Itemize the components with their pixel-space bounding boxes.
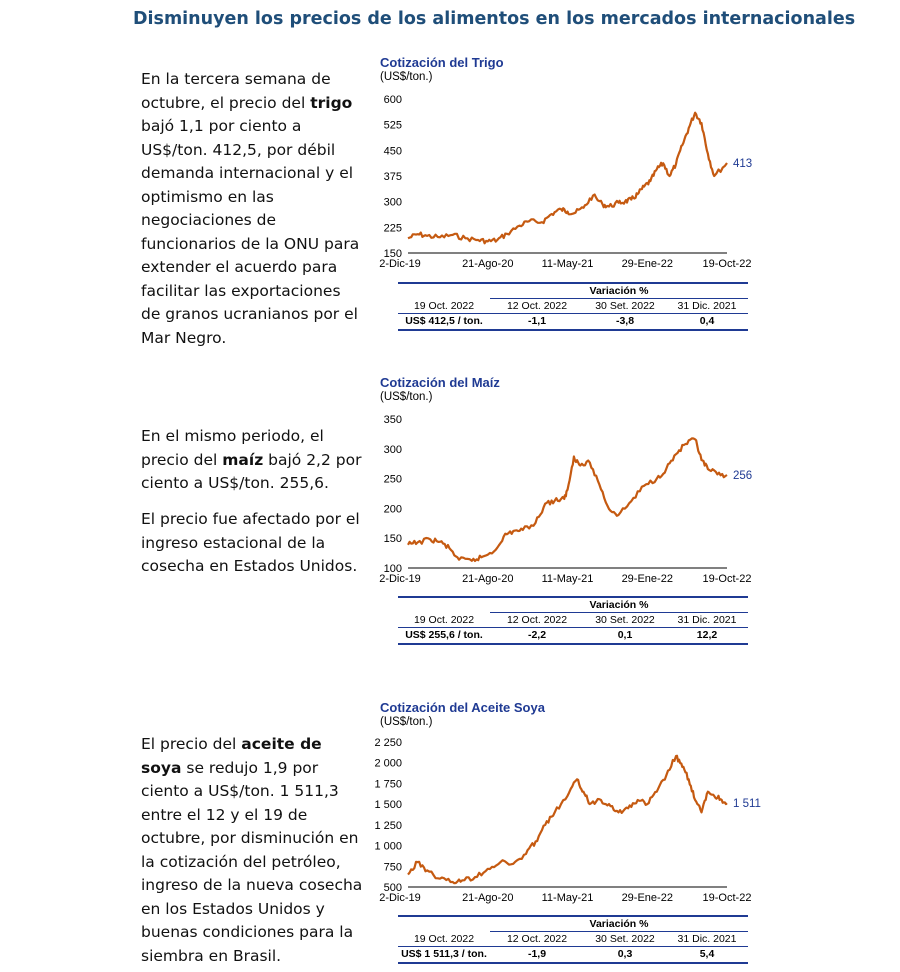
trigo-bold: trigo xyxy=(310,93,353,112)
y-tick-label: 200 xyxy=(383,503,402,516)
y-tick-label: 150 xyxy=(383,248,402,260)
maiz-text-2: bajó 2,2 por ciento a US$/ton. 255,6. xyxy=(141,450,362,492)
y-tick-label: 2 000 xyxy=(374,757,402,770)
variation-header: Variación % xyxy=(589,599,649,611)
value-cell: 12,2 xyxy=(696,629,718,641)
x-tick-label: 19-Oct-22 xyxy=(702,892,752,904)
variation-header: Variación % xyxy=(589,285,649,297)
variation-table xyxy=(398,915,748,964)
series-line xyxy=(408,438,727,561)
table-columns-row xyxy=(398,299,748,314)
last-value-label: 1 511 xyxy=(733,798,761,811)
chart-plot xyxy=(372,728,762,918)
series-line xyxy=(408,113,727,244)
table-values-row xyxy=(398,628,748,643)
y-tick-label: 300 xyxy=(383,443,402,456)
column-label: 31 Dic. 2021 xyxy=(677,614,737,626)
y-tick-label: 450 xyxy=(383,145,402,158)
table-header-row xyxy=(398,284,748,299)
y-tick-label: 350 xyxy=(383,414,402,426)
table-header-row xyxy=(398,598,748,613)
chart-unit: (US$/ton.) xyxy=(380,391,433,403)
y-tick-label: 225 xyxy=(383,222,402,235)
value-cell: 0,3 xyxy=(617,948,633,960)
column-label: 12 Oct. 2022 xyxy=(506,300,568,312)
chart-title: Cotización del Aceite Soya xyxy=(380,700,545,715)
x-tick-label: 21-Ago-20 xyxy=(462,892,514,904)
chart-trigo xyxy=(372,55,762,345)
y-tick-label: 525 xyxy=(383,119,402,132)
table-columns-row xyxy=(398,613,748,628)
soya-paragraph xyxy=(141,733,363,968)
x-tick-label: 2-Dic-19 xyxy=(379,258,421,270)
x-tick-label: 11-May-21 xyxy=(541,892,594,904)
value-cell: 0,4 xyxy=(699,315,715,327)
value-cell: -1,1 xyxy=(527,315,547,327)
column-label: 12 Oct. 2022 xyxy=(506,614,568,626)
x-tick-label: 29-Ene-22 xyxy=(621,258,673,270)
soya-text-1: El precio del xyxy=(141,735,242,753)
x-tick-label: 29-Ene-22 xyxy=(621,573,673,585)
chart-maiz xyxy=(372,375,762,665)
column-label: 12 Oct. 2022 xyxy=(506,933,568,945)
column-label: 31 Dic. 2021 xyxy=(677,300,737,312)
value-cell: US$ 1 511,3 / ton. xyxy=(401,948,487,960)
y-tick-label: 250 xyxy=(383,473,402,486)
y-tick-label: 300 xyxy=(383,196,402,209)
column-label: 30 Set. 2022 xyxy=(595,300,655,312)
maiz-text-1: En el mismo periodo, el precio del xyxy=(141,427,324,469)
x-tick-label: 19-Oct-22 xyxy=(702,573,752,585)
x-tick-label: 19-Oct-22 xyxy=(702,258,752,270)
y-tick-label: 100 xyxy=(383,563,402,575)
trigo-paragraph xyxy=(141,68,363,350)
variation-header: Variación % xyxy=(589,918,649,930)
y-tick-label: 500 xyxy=(383,882,402,894)
value-cell: 5,4 xyxy=(699,948,715,960)
table-values-row xyxy=(398,314,748,329)
column-label: 19 Oct. 2022 xyxy=(413,300,475,312)
y-tick-label: 2 250 xyxy=(374,737,402,749)
last-value-label: 413 xyxy=(733,157,753,170)
table-columns-row xyxy=(398,932,748,947)
y-tick-label: 1 750 xyxy=(374,778,402,791)
x-tick-label: 21-Ago-20 xyxy=(462,258,514,270)
maiz-paragraph-2: El precio fue afectado por el ingreso estacional de la cosecha en Estados Unidos. xyxy=(141,510,360,575)
value-cell: 0,1 xyxy=(617,629,633,641)
y-tick-label: 150 xyxy=(383,533,402,546)
soya-text-2: se redujo 1,9 por ciento a US$/ton. 1 511,3 entre el 12 y el 19 de octubre, por disminución en la cotización del petróleo, ingreso de la nueva cosecha en los Estados Unidos y buenas condiciones para la siembra en Brasil. xyxy=(141,758,363,965)
table-header-row xyxy=(398,917,748,932)
column-label: 30 Set. 2022 xyxy=(595,933,655,945)
page-title: Disminuyen los precios de los alimentos en los mercados internacionales xyxy=(133,9,856,29)
value-cell: -2,2 xyxy=(527,629,547,641)
value-cell: US$ 255,6 / ton. xyxy=(405,629,483,641)
soya-bold: aceite de soya xyxy=(141,735,322,777)
y-tick-label: 1 000 xyxy=(374,840,402,853)
maiz-paragraph xyxy=(141,425,363,496)
last-value-label: 256 xyxy=(733,470,753,483)
chart-aceite-soya xyxy=(372,700,762,972)
y-tick-label: 375 xyxy=(383,171,402,183)
maiz-bold: maíz xyxy=(222,450,264,469)
column-label: 19 Oct. 2022 xyxy=(413,933,475,945)
chart-unit: (US$/ton.) xyxy=(380,71,433,83)
table-bottom-rule xyxy=(398,962,748,964)
value-cell: US$ 412,5 / ton. xyxy=(405,315,483,327)
column-label: 31 Dic. 2021 xyxy=(677,933,737,945)
column-label: 19 Oct. 2022 xyxy=(413,614,475,626)
y-tick-label: 1 500 xyxy=(374,799,402,812)
series-line xyxy=(408,756,727,883)
chart-plot xyxy=(372,403,762,593)
column-label: 30 Set. 2022 xyxy=(595,614,655,626)
table-bottom-rule xyxy=(398,643,748,645)
table-bottom-rule xyxy=(398,329,748,331)
y-tick-label: 750 xyxy=(383,861,402,874)
chart-plot xyxy=(372,83,762,273)
chart-unit: (US$/ton.) xyxy=(380,716,433,728)
x-tick-label: 29-Ene-22 xyxy=(621,892,673,904)
chart-title: Cotización del Maíz xyxy=(380,375,500,390)
table-values-row xyxy=(398,947,748,962)
y-tick-label: 600 xyxy=(383,94,402,106)
value-cell: -3,8 xyxy=(615,315,635,327)
trigo-text-1: En la tercera semana de octubre, el precio del xyxy=(141,70,331,112)
variation-table xyxy=(398,282,748,331)
x-tick-label: 2-Dic-19 xyxy=(379,892,421,904)
x-tick-label: 11-May-21 xyxy=(541,573,594,585)
trigo-text-2: bajó 1,1 por ciento a US$/ton. 412,5, por débil demanda internacional y el optimismo en las negociaciones de funcionarios de la ONU para extender el acuerdo para facilitar las exportaciones de granos ucranianos por el Mar Negro. xyxy=(141,117,360,347)
value-cell: -1,9 xyxy=(527,948,547,960)
x-tick-label: 21-Ago-20 xyxy=(462,573,514,585)
chart-title: Cotización del Trigo xyxy=(380,55,504,70)
y-tick-label: 1 250 xyxy=(374,819,402,832)
variation-table xyxy=(398,596,748,645)
x-tick-label: 2-Dic-19 xyxy=(379,573,421,585)
x-tick-label: 11-May-21 xyxy=(541,258,594,270)
